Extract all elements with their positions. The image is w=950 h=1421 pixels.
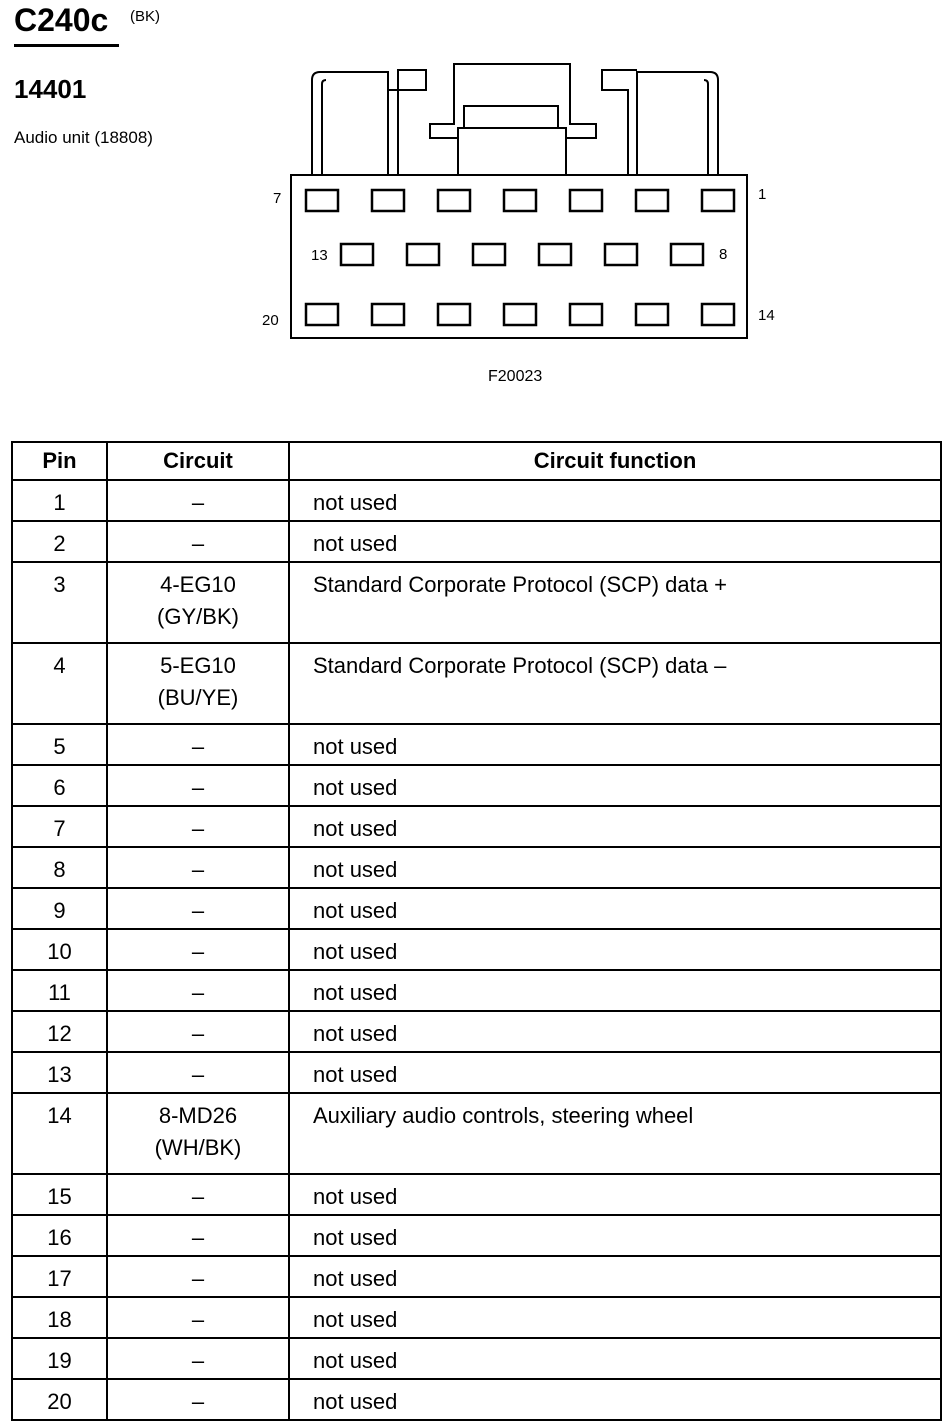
- cell-circuit: [107, 847, 289, 888]
- table-row: [12, 521, 941, 562]
- cell-circuit: [107, 1297, 289, 1338]
- cell-circuit-function: not used: [289, 724, 941, 765]
- cell-pin: 3: [12, 562, 107, 643]
- cell-circuit: [107, 765, 289, 806]
- cell-circuit: [107, 1379, 289, 1420]
- cell-circuit-function: not used: [289, 1297, 941, 1338]
- cell-pin: 5: [12, 724, 107, 765]
- circuit-wire-color: (WH/BK): [154, 1135, 242, 1160]
- cell-circuit-function: not used: [289, 480, 941, 521]
- cell-circuit-function: not used: [289, 847, 941, 888]
- table-row: [12, 1215, 941, 1256]
- pin-label-7: 7: [273, 190, 282, 207]
- cell-circuit-function: not used: [289, 970, 941, 1011]
- cell-pin: 2: [12, 521, 107, 562]
- table-row: [12, 1093, 941, 1174]
- cavity-11: [473, 244, 505, 265]
- cell-circuit-function: not used: [289, 1011, 941, 1052]
- cell-pin: 4: [12, 643, 107, 724]
- table-row: [12, 724, 941, 765]
- table-row: [12, 562, 941, 643]
- table-row: [12, 1379, 941, 1420]
- pin-label-8: 8: [719, 246, 728, 263]
- circuit-number: –: [191, 1266, 205, 1291]
- circuit-number: 8-MD26: [158, 1103, 238, 1128]
- cell-pin: 15: [12, 1174, 107, 1215]
- pin-label-14: 14: [758, 307, 775, 324]
- cavity-1: [702, 190, 734, 211]
- cavity-8: [671, 244, 703, 265]
- cell-pin: 20: [12, 1379, 107, 1420]
- cell-pin: 18: [12, 1297, 107, 1338]
- circuit-number: –: [191, 775, 205, 800]
- circuit-number: –: [191, 939, 205, 964]
- cavity-13: [341, 244, 373, 265]
- table-row: [12, 806, 941, 847]
- cell-pin: 13: [12, 1052, 107, 1093]
- cell-circuit: [107, 1052, 289, 1093]
- table-row: [12, 1256, 941, 1297]
- figure-id: F20023: [488, 368, 543, 385]
- circuit-number: –: [191, 1225, 205, 1250]
- cell-pin: 7: [12, 806, 107, 847]
- cavity-4: [504, 190, 536, 211]
- cell-circuit: [107, 724, 289, 765]
- cell-circuit-function: not used: [289, 1256, 941, 1297]
- cavity-7: [306, 190, 338, 211]
- cell-circuit: [107, 521, 289, 562]
- cell-circuit: [107, 1011, 289, 1052]
- cell-circuit: [107, 970, 289, 1011]
- cell-pin: 17: [12, 1256, 107, 1297]
- cavity-2: [636, 190, 668, 211]
- cell-circuit-function: not used: [289, 1338, 941, 1379]
- cell-circuit-function: not used: [289, 806, 941, 847]
- cell-circuit-function: not used: [289, 1215, 941, 1256]
- component-name: Audio unit (18808): [14, 128, 153, 147]
- circuit-number: 5-EG10: [160, 653, 236, 678]
- cavity-9: [605, 244, 637, 265]
- cell-circuit: [107, 1174, 289, 1215]
- pin-label-20: 20: [262, 312, 279, 329]
- cavity-17: [504, 304, 536, 325]
- table-row: [12, 1297, 941, 1338]
- circuit-number: –: [191, 734, 205, 759]
- cavity-5: [438, 190, 470, 211]
- cell-circuit: [107, 1338, 289, 1379]
- cavity-14: [702, 304, 734, 325]
- table-row: [12, 847, 941, 888]
- cavity-3: [570, 190, 602, 211]
- cell-circuit-function: not used: [289, 888, 941, 929]
- cell-circuit: [107, 643, 289, 724]
- circuit-number: –: [191, 816, 205, 841]
- cell-pin: 1: [12, 480, 107, 521]
- circuit-number: –: [191, 1062, 205, 1087]
- cell-circuit: [107, 929, 289, 970]
- circuit-number: 4-EG10: [160, 572, 236, 597]
- cell-pin: 6: [12, 765, 107, 806]
- cell-circuit: [107, 562, 289, 643]
- cell-pin: 12: [12, 1011, 107, 1052]
- header-pin: Pin: [12, 442, 107, 480]
- cell-circuit-function: Standard Corporate Protocol (SCP) data +: [289, 562, 941, 643]
- cavity-12: [407, 244, 439, 265]
- circuit-number: –: [191, 490, 205, 515]
- part-number: 14401: [14, 74, 87, 104]
- table-row: [12, 970, 941, 1011]
- cell-circuit: [107, 806, 289, 847]
- cavity-10: [539, 244, 571, 265]
- table-body: [12, 480, 941, 1420]
- circuit-number: –: [191, 531, 205, 556]
- circuit-number: –: [191, 857, 205, 882]
- table-row: [12, 929, 941, 970]
- cell-circuit-function: not used: [289, 1052, 941, 1093]
- cell-pin: 10: [12, 929, 107, 970]
- cell-circuit: [107, 1093, 289, 1174]
- circuit-number: –: [191, 1389, 205, 1414]
- table-row: [12, 1011, 941, 1052]
- cell-circuit: [107, 480, 289, 521]
- circuit-number: –: [191, 1307, 205, 1332]
- cell-pin: 11: [12, 970, 107, 1011]
- cell-pin: 8: [12, 847, 107, 888]
- pin-label-13: 13: [311, 247, 328, 264]
- cavity-16: [570, 304, 602, 325]
- table-row: [12, 1052, 941, 1093]
- circuit-number: –: [191, 1348, 205, 1373]
- cavity-20: [306, 304, 338, 325]
- connector-id: C240c: [14, 2, 109, 38]
- cell-circuit-function: not used: [289, 521, 941, 562]
- cavity-15: [636, 304, 668, 325]
- table-row: [12, 888, 941, 929]
- cell-circuit: [107, 888, 289, 929]
- circuit-number: –: [191, 1184, 205, 1209]
- cell-circuit-function: Standard Corporate Protocol (SCP) data –: [289, 643, 941, 724]
- circuit-number: –: [191, 980, 205, 1005]
- table-row: [12, 643, 941, 724]
- cavity-19: [372, 304, 404, 325]
- cavity-18: [438, 304, 470, 325]
- cell-pin: 14: [12, 1093, 107, 1174]
- table-header-row: [12, 442, 941, 480]
- circuit-number: –: [191, 1021, 205, 1046]
- cell-circuit: [107, 1215, 289, 1256]
- pinout-table: [11, 441, 942, 1421]
- circuit-wire-color: (BU/YE): [157, 685, 239, 710]
- circuit-wire-color: (GY/BK): [157, 604, 239, 629]
- cell-pin: 9: [12, 888, 107, 929]
- cell-circuit-function: not used: [289, 765, 941, 806]
- cell-circuit-function: Auxiliary audio controls, steering wheel: [289, 1093, 941, 1174]
- table-row: [12, 1174, 941, 1215]
- table-row: [12, 765, 941, 806]
- cell-pin: 16: [12, 1215, 107, 1256]
- cell-circuit-function: not used: [289, 1174, 941, 1215]
- cell-circuit: [107, 1256, 289, 1297]
- pin-cavities: [306, 190, 734, 325]
- table-row: [12, 1338, 941, 1379]
- connector-color: (BK): [130, 8, 160, 25]
- header-circuit-function: Circuit function: [289, 442, 941, 480]
- cell-circuit-function: not used: [289, 1379, 941, 1420]
- cell-pin: 19: [12, 1338, 107, 1379]
- table-row: [12, 480, 941, 521]
- pin-label-1: 1: [758, 186, 767, 203]
- header-circuit: Circuit: [107, 442, 289, 480]
- cell-circuit-function: not used: [289, 929, 941, 970]
- circuit-number: –: [191, 898, 205, 923]
- connector-diagram: [0, 0, 950, 400]
- cavity-6: [372, 190, 404, 211]
